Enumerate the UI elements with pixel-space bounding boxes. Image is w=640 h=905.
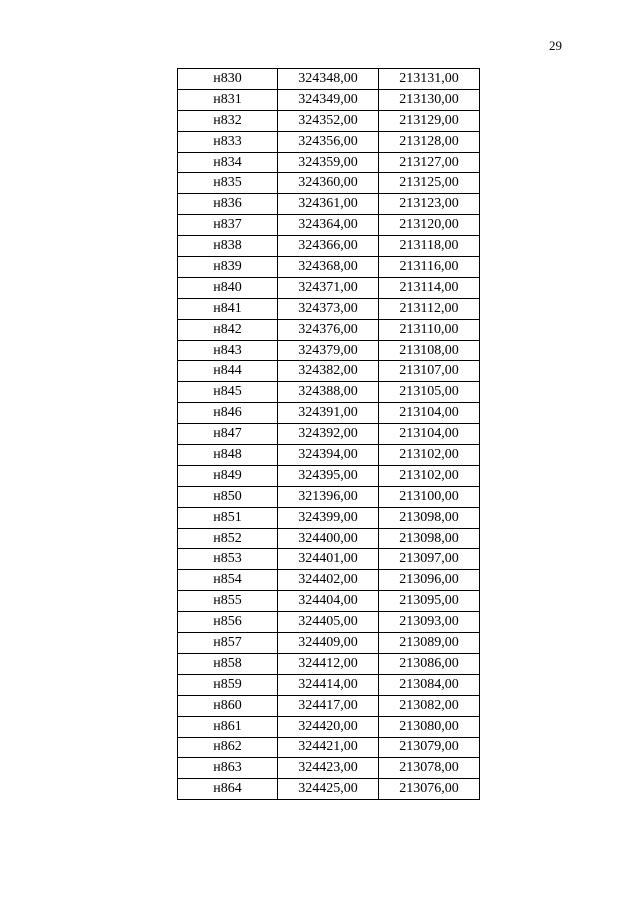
y-coordinate-cell: 213084,00 — [379, 674, 480, 695]
point-id-cell: н858 — [178, 653, 278, 674]
point-id-cell: н835 — [178, 173, 278, 194]
x-coordinate-cell: 324391,00 — [278, 403, 379, 424]
y-coordinate-cell: 213108,00 — [379, 340, 480, 361]
point-id-cell: н864 — [178, 779, 278, 800]
point-id-cell: н856 — [178, 612, 278, 633]
x-coordinate-cell: 321396,00 — [278, 486, 379, 507]
point-id-cell: н830 — [178, 69, 278, 90]
x-coordinate-cell: 324405,00 — [278, 612, 379, 633]
y-coordinate-cell: 213123,00 — [379, 194, 480, 215]
table-row — [178, 737, 480, 758]
table-row — [178, 612, 480, 633]
y-coordinate-cell: 213104,00 — [379, 424, 480, 445]
x-coordinate-cell: 324360,00 — [278, 173, 379, 194]
y-coordinate-cell: 213082,00 — [379, 695, 480, 716]
table-row — [178, 319, 480, 340]
point-id-cell: н855 — [178, 591, 278, 612]
x-coordinate-cell: 324348,00 — [278, 69, 379, 90]
y-coordinate-cell: 213089,00 — [379, 633, 480, 654]
x-coordinate-cell: 324409,00 — [278, 633, 379, 654]
x-coordinate-cell: 324364,00 — [278, 215, 379, 236]
y-coordinate-cell: 213129,00 — [379, 110, 480, 131]
point-id-cell: н857 — [178, 633, 278, 654]
point-id-cell: н837 — [178, 215, 278, 236]
point-id-cell: н843 — [178, 340, 278, 361]
x-coordinate-cell: 324368,00 — [278, 257, 379, 278]
y-coordinate-cell: 213098,00 — [379, 528, 480, 549]
y-coordinate-cell: 213125,00 — [379, 173, 480, 194]
table-row — [178, 716, 480, 737]
y-coordinate-cell: 213076,00 — [379, 779, 480, 800]
table-row — [178, 215, 480, 236]
x-coordinate-cell: 324388,00 — [278, 382, 379, 403]
point-id-cell: н836 — [178, 194, 278, 215]
point-id-cell: н847 — [178, 424, 278, 445]
table-row — [178, 758, 480, 779]
x-coordinate-cell: 324425,00 — [278, 779, 379, 800]
y-coordinate-cell: 213096,00 — [379, 570, 480, 591]
x-coordinate-cell: 324423,00 — [278, 758, 379, 779]
table-row — [178, 361, 480, 382]
point-id-cell: н859 — [178, 674, 278, 695]
y-coordinate-cell: 213095,00 — [379, 591, 480, 612]
point-id-cell: н860 — [178, 695, 278, 716]
table-row — [178, 340, 480, 361]
y-coordinate-cell: 213102,00 — [379, 445, 480, 466]
x-coordinate-cell: 324401,00 — [278, 549, 379, 570]
x-coordinate-cell: 324395,00 — [278, 465, 379, 486]
point-id-cell: н838 — [178, 236, 278, 257]
y-coordinate-cell: 213116,00 — [379, 257, 480, 278]
point-id-cell: н839 — [178, 257, 278, 278]
x-coordinate-cell: 324404,00 — [278, 591, 379, 612]
x-coordinate-cell: 324371,00 — [278, 277, 379, 298]
table-row — [178, 653, 480, 674]
y-coordinate-cell: 213114,00 — [379, 277, 480, 298]
x-coordinate-cell: 324399,00 — [278, 507, 379, 528]
point-id-cell: н853 — [178, 549, 278, 570]
point-id-cell: н840 — [178, 277, 278, 298]
table-row — [178, 131, 480, 152]
table-row — [178, 779, 480, 800]
y-coordinate-cell: 213118,00 — [379, 236, 480, 257]
x-coordinate-cell: 324420,00 — [278, 716, 379, 737]
table-row — [178, 424, 480, 445]
point-id-cell: н863 — [178, 758, 278, 779]
table-row — [178, 298, 480, 319]
point-id-cell: н862 — [178, 737, 278, 758]
y-coordinate-cell: 213107,00 — [379, 361, 480, 382]
point-id-cell: н851 — [178, 507, 278, 528]
x-coordinate-cell: 324402,00 — [278, 570, 379, 591]
table-row — [178, 89, 480, 110]
x-coordinate-cell: 324379,00 — [278, 340, 379, 361]
y-coordinate-cell: 213105,00 — [379, 382, 480, 403]
y-coordinate-cell: 213097,00 — [379, 549, 480, 570]
y-coordinate-cell: 213104,00 — [379, 403, 480, 424]
table-row — [178, 277, 480, 298]
x-coordinate-cell: 324400,00 — [278, 528, 379, 549]
x-coordinate-cell: 324382,00 — [278, 361, 379, 382]
table-row — [178, 507, 480, 528]
x-coordinate-cell: 324349,00 — [278, 89, 379, 110]
point-id-cell: н845 — [178, 382, 278, 403]
table-row — [178, 465, 480, 486]
y-coordinate-cell: 213120,00 — [379, 215, 480, 236]
y-coordinate-cell: 213131,00 — [379, 69, 480, 90]
y-coordinate-cell: 213098,00 — [379, 507, 480, 528]
table-row — [178, 152, 480, 173]
table-row — [178, 236, 480, 257]
x-coordinate-cell: 324394,00 — [278, 445, 379, 466]
table-row — [178, 110, 480, 131]
point-id-cell: н849 — [178, 465, 278, 486]
x-coordinate-cell: 324417,00 — [278, 695, 379, 716]
point-id-cell: н834 — [178, 152, 278, 173]
table-row — [178, 549, 480, 570]
table-row — [178, 695, 480, 716]
point-id-cell: н846 — [178, 403, 278, 424]
table-row — [178, 257, 480, 278]
table-row — [178, 382, 480, 403]
x-coordinate-cell: 324366,00 — [278, 236, 379, 257]
point-id-cell: н854 — [178, 570, 278, 591]
x-coordinate-cell: 324356,00 — [278, 131, 379, 152]
y-coordinate-cell: 213128,00 — [379, 131, 480, 152]
point-id-cell: н841 — [178, 298, 278, 319]
table-row — [178, 633, 480, 654]
table-row — [178, 173, 480, 194]
coordinates-table-body — [178, 69, 480, 800]
y-coordinate-cell: 213130,00 — [379, 89, 480, 110]
point-id-cell: н850 — [178, 486, 278, 507]
y-coordinate-cell: 213110,00 — [379, 319, 480, 340]
x-coordinate-cell: 324421,00 — [278, 737, 379, 758]
y-coordinate-cell: 213078,00 — [379, 758, 480, 779]
y-coordinate-cell: 213102,00 — [379, 465, 480, 486]
table-row — [178, 591, 480, 612]
table-row — [178, 445, 480, 466]
table-row — [178, 194, 480, 215]
x-coordinate-cell: 324414,00 — [278, 674, 379, 695]
point-id-cell: н852 — [178, 528, 278, 549]
y-coordinate-cell: 213093,00 — [379, 612, 480, 633]
x-coordinate-cell: 324373,00 — [278, 298, 379, 319]
x-coordinate-cell: 324412,00 — [278, 653, 379, 674]
point-id-cell: н842 — [178, 319, 278, 340]
point-id-cell: н831 — [178, 89, 278, 110]
point-id-cell: н861 — [178, 716, 278, 737]
x-coordinate-cell: 324376,00 — [278, 319, 379, 340]
table-row — [178, 403, 480, 424]
y-coordinate-cell: 213100,00 — [379, 486, 480, 507]
y-coordinate-cell: 213127,00 — [379, 152, 480, 173]
point-id-cell: н833 — [178, 131, 278, 152]
x-coordinate-cell: 324361,00 — [278, 194, 379, 215]
table-row — [178, 528, 480, 549]
table-row — [178, 674, 480, 695]
point-id-cell: н832 — [178, 110, 278, 131]
y-coordinate-cell: 213080,00 — [379, 716, 480, 737]
x-coordinate-cell: 324359,00 — [278, 152, 379, 173]
y-coordinate-cell: 213112,00 — [379, 298, 480, 319]
x-coordinate-cell: 324392,00 — [278, 424, 379, 445]
table-row — [178, 69, 480, 90]
point-id-cell: н844 — [178, 361, 278, 382]
point-id-cell: н848 — [178, 445, 278, 466]
y-coordinate-cell: 213079,00 — [379, 737, 480, 758]
x-coordinate-cell: 324352,00 — [278, 110, 379, 131]
table-row — [178, 570, 480, 591]
page-number: 29 — [549, 38, 562, 53]
table-row — [178, 486, 480, 507]
y-coordinate-cell: 213086,00 — [379, 653, 480, 674]
coordinates-table — [177, 68, 480, 800]
